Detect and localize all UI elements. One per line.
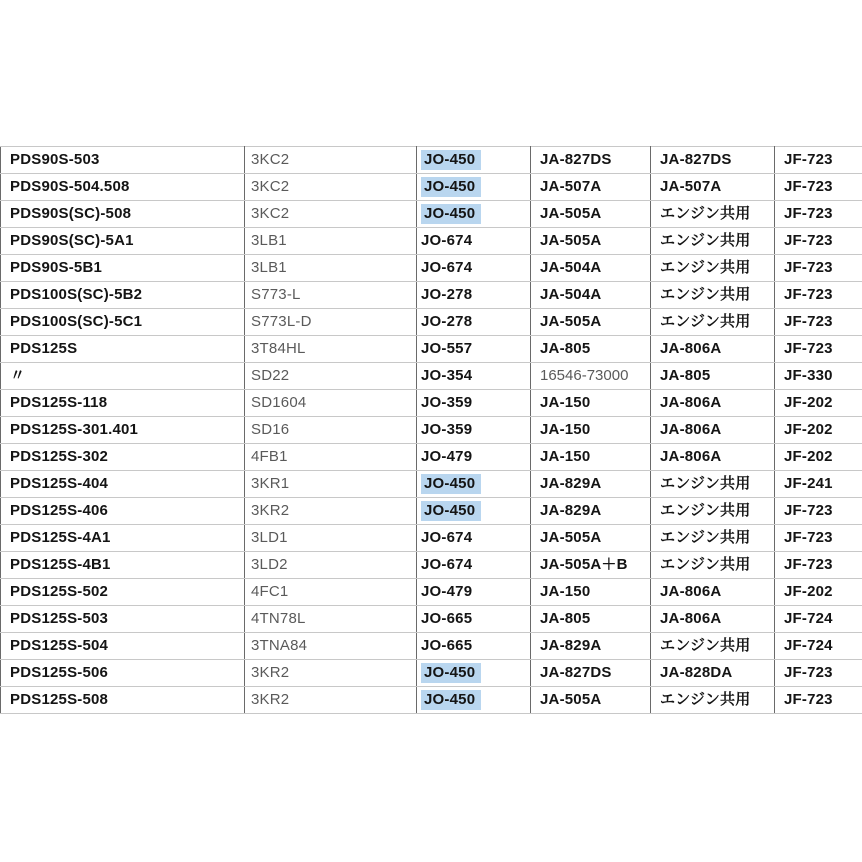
model-cell: PDS125S-4B1 <box>1 552 245 579</box>
fuel-filter-cell: JF-241 <box>775 471 862 498</box>
oil-filter-cell: JO-665 <box>417 606 531 633</box>
air-filter-alt-cell: エンジン共用 <box>651 687 775 714</box>
fuel-filter-cell: JF-723 <box>775 336 862 363</box>
engine-cell: 4FB1 <box>245 444 417 471</box>
model-cell: 〃 <box>1 363 245 390</box>
air-filter-alt-cell: JA-507A <box>651 174 775 201</box>
air-filter-alt-cell: JA-806A <box>651 606 775 633</box>
table-row <box>1 687 862 714</box>
air-filter-alt-cell: エンジン共用 <box>651 633 775 660</box>
oil-filter-cell: JO-278 <box>417 309 531 336</box>
air-filter-cell: JA-829A <box>531 471 651 498</box>
air-filter-cell: JA-150 <box>531 417 651 444</box>
air-filter-cell: JA-505A＋B <box>531 552 651 579</box>
air-filter-alt-cell: JA-806A <box>651 336 775 363</box>
model-cell: PDS125S-504 <box>1 633 245 660</box>
model-cell: PDS100S(SC)-5B2 <box>1 282 245 309</box>
table-row <box>1 552 862 579</box>
air-filter-alt-cell: JA-806A <box>651 390 775 417</box>
air-filter-cell: JA-505A <box>531 687 651 714</box>
oil-filter-cell-highlight: JO-450 <box>421 204 481 224</box>
oil-filter-cell <box>417 147 531 174</box>
air-filter-alt-cell: エンジン共用 <box>651 228 775 255</box>
engine-cell: SD22 <box>245 363 417 390</box>
fuel-filter-cell: JF-723 <box>775 174 862 201</box>
fuel-filter-cell: JF-723 <box>775 147 862 174</box>
air-filter-cell: JA-505A <box>531 525 651 552</box>
air-filter-alt-cell: JA-806A <box>651 417 775 444</box>
table-row <box>1 174 862 201</box>
air-filter-cell: JA-150 <box>531 579 651 606</box>
oil-filter-cell <box>417 471 531 498</box>
engine-cell: 3TNA84 <box>245 633 417 660</box>
model-cell: PDS90S-5B1 <box>1 255 245 282</box>
air-filter-cell: JA-805 <box>531 336 651 363</box>
oil-filter-cell: JO-479 <box>417 579 531 606</box>
table-row <box>1 228 862 255</box>
engine-cell: 3LD2 <box>245 552 417 579</box>
parts-table <box>0 146 862 714</box>
model-cell: PDS125S-301.401 <box>1 417 245 444</box>
table-row <box>1 417 862 444</box>
engine-cell: 3KC2 <box>245 147 417 174</box>
fuel-filter-cell: JF-202 <box>775 579 862 606</box>
fuel-filter-cell: JF-723 <box>775 552 862 579</box>
oil-filter-cell: JO-359 <box>417 417 531 444</box>
fuel-filter-cell: JF-724 <box>775 633 862 660</box>
table-row <box>1 498 862 525</box>
fuel-filter-cell: JF-723 <box>775 309 862 336</box>
air-filter-cell: JA-805 <box>531 606 651 633</box>
oil-filter-cell: JO-674 <box>417 228 531 255</box>
fuel-filter-cell: JF-723 <box>775 687 862 714</box>
air-filter-alt-cell: エンジン共用 <box>651 309 775 336</box>
fuel-filter-cell: JF-723 <box>775 228 862 255</box>
air-filter-alt-cell: エンジン共用 <box>651 552 775 579</box>
table-row <box>1 147 862 174</box>
air-filter-alt-cell: JA-828DA <box>651 660 775 687</box>
oil-filter-cell-highlight: JO-450 <box>421 663 481 683</box>
fuel-filter-cell: JF-202 <box>775 444 862 471</box>
table-row <box>1 579 862 606</box>
air-filter-alt-cell: エンジン共用 <box>651 255 775 282</box>
fuel-filter-cell: JF-723 <box>775 660 862 687</box>
model-cell: PDS90S-503 <box>1 147 245 174</box>
fuel-filter-cell: JF-723 <box>775 255 862 282</box>
fuel-filter-cell: JF-723 <box>775 525 862 552</box>
model-cell: PDS100S(SC)-5C1 <box>1 309 245 336</box>
engine-cell: 4FC1 <box>245 579 417 606</box>
oil-filter-cell: JO-557 <box>417 336 531 363</box>
air-filter-cell: JA-504A <box>531 255 651 282</box>
air-filter-cell: JA-827DS <box>531 660 651 687</box>
engine-cell: 3KR2 <box>245 498 417 525</box>
oil-filter-cell-highlight: JO-450 <box>421 501 481 521</box>
air-filter-cell: JA-150 <box>531 390 651 417</box>
engine-cell: 3KR2 <box>245 660 417 687</box>
oil-filter-cell: JO-278 <box>417 282 531 309</box>
oil-filter-cell: JO-665 <box>417 633 531 660</box>
air-filter-cell: JA-827DS <box>531 147 651 174</box>
model-cell: PDS125S-506 <box>1 660 245 687</box>
model-cell: PDS125S-508 <box>1 687 245 714</box>
table-row <box>1 471 862 498</box>
air-filter-cell: JA-505A <box>531 201 651 228</box>
table-row <box>1 255 862 282</box>
engine-cell: 3KC2 <box>245 201 417 228</box>
air-filter-alt-cell: JA-827DS <box>651 147 775 174</box>
engine-cell: 3LB1 <box>245 228 417 255</box>
table-row <box>1 363 862 390</box>
air-filter-cell: JA-829A <box>531 633 651 660</box>
model-cell: PDS125S-502 <box>1 579 245 606</box>
table-row <box>1 309 862 336</box>
oil-filter-cell-highlight: JO-450 <box>421 474 481 494</box>
oil-filter-cell: JO-674 <box>417 255 531 282</box>
engine-cell: 3KC2 <box>245 174 417 201</box>
engine-cell: SD16 <box>245 417 417 444</box>
oil-filter-cell <box>417 687 531 714</box>
engine-cell: 4TN78L <box>245 606 417 633</box>
table-row <box>1 525 862 552</box>
model-cell: PDS125S-404 <box>1 471 245 498</box>
air-filter-alt-cell: エンジン共用 <box>651 471 775 498</box>
air-filter-cell: JA-504A <box>531 282 651 309</box>
air-filter-alt-cell: エンジン共用 <box>651 282 775 309</box>
table-row <box>1 336 862 363</box>
air-filter-cell: JA-507A <box>531 174 651 201</box>
model-cell: PDS90S-504.508 <box>1 174 245 201</box>
model-cell: PDS125S <box>1 336 245 363</box>
air-filter-alt-cell: エンジン共用 <box>651 201 775 228</box>
engine-cell: S773-L <box>245 282 417 309</box>
oil-filter-cell-highlight: JO-450 <box>421 150 481 170</box>
table-row <box>1 633 862 660</box>
oil-filter-cell <box>417 174 531 201</box>
engine-cell: 3LD1 <box>245 525 417 552</box>
air-filter-cell: 16546-73000 <box>531 363 651 390</box>
fuel-filter-cell: JF-723 <box>775 201 862 228</box>
engine-cell: SD1604 <box>245 390 417 417</box>
oil-filter-cell: JO-674 <box>417 552 531 579</box>
engine-cell: 3KR2 <box>245 687 417 714</box>
fuel-filter-cell: JF-723 <box>775 498 862 525</box>
fuel-filter-cell: JF-202 <box>775 417 862 444</box>
oil-filter-cell <box>417 498 531 525</box>
table-row <box>1 201 862 228</box>
air-filter-alt-cell: エンジン共用 <box>651 498 775 525</box>
model-cell: PDS125S-503 <box>1 606 245 633</box>
engine-cell: 3LB1 <box>245 255 417 282</box>
fuel-filter-cell: JF-330 <box>775 363 862 390</box>
air-filter-alt-cell: JA-806A <box>651 579 775 606</box>
oil-filter-cell <box>417 660 531 687</box>
model-cell: PDS90S(SC)-508 <box>1 201 245 228</box>
engine-cell: S773L-D <box>245 309 417 336</box>
oil-filter-cell: JO-354 <box>417 363 531 390</box>
oil-filter-cell: JO-479 <box>417 444 531 471</box>
parts-crossref-sheet <box>0 146 862 716</box>
fuel-filter-cell: JF-202 <box>775 390 862 417</box>
air-filter-cell: JA-505A <box>531 228 651 255</box>
model-cell: PDS90S(SC)-5A1 <box>1 228 245 255</box>
air-filter-alt-cell: JA-806A <box>651 444 775 471</box>
table-row <box>1 444 862 471</box>
air-filter-cell: JA-505A <box>531 309 651 336</box>
air-filter-alt-cell: エンジン共用 <box>651 525 775 552</box>
table-row <box>1 606 862 633</box>
air-filter-alt-cell: JA-805 <box>651 363 775 390</box>
oil-filter-cell-highlight: JO-450 <box>421 690 481 710</box>
air-filter-cell: JA-829A <box>531 498 651 525</box>
model-cell: PDS125S-4A1 <box>1 525 245 552</box>
table-row <box>1 390 862 417</box>
fuel-filter-cell: JF-724 <box>775 606 862 633</box>
model-cell: PDS125S-406 <box>1 498 245 525</box>
oil-filter-cell: JO-674 <box>417 525 531 552</box>
table-body <box>1 147 862 714</box>
table-row <box>1 660 862 687</box>
oil-filter-cell <box>417 201 531 228</box>
model-cell: PDS125S-302 <box>1 444 245 471</box>
oil-filter-cell: JO-359 <box>417 390 531 417</box>
table-row <box>1 282 862 309</box>
fuel-filter-cell: JF-723 <box>775 282 862 309</box>
air-filter-cell: JA-150 <box>531 444 651 471</box>
oil-filter-cell-highlight: JO-450 <box>421 177 481 197</box>
engine-cell: 3KR1 <box>245 471 417 498</box>
engine-cell: 3T84HL <box>245 336 417 363</box>
model-cell: PDS125S-118 <box>1 390 245 417</box>
